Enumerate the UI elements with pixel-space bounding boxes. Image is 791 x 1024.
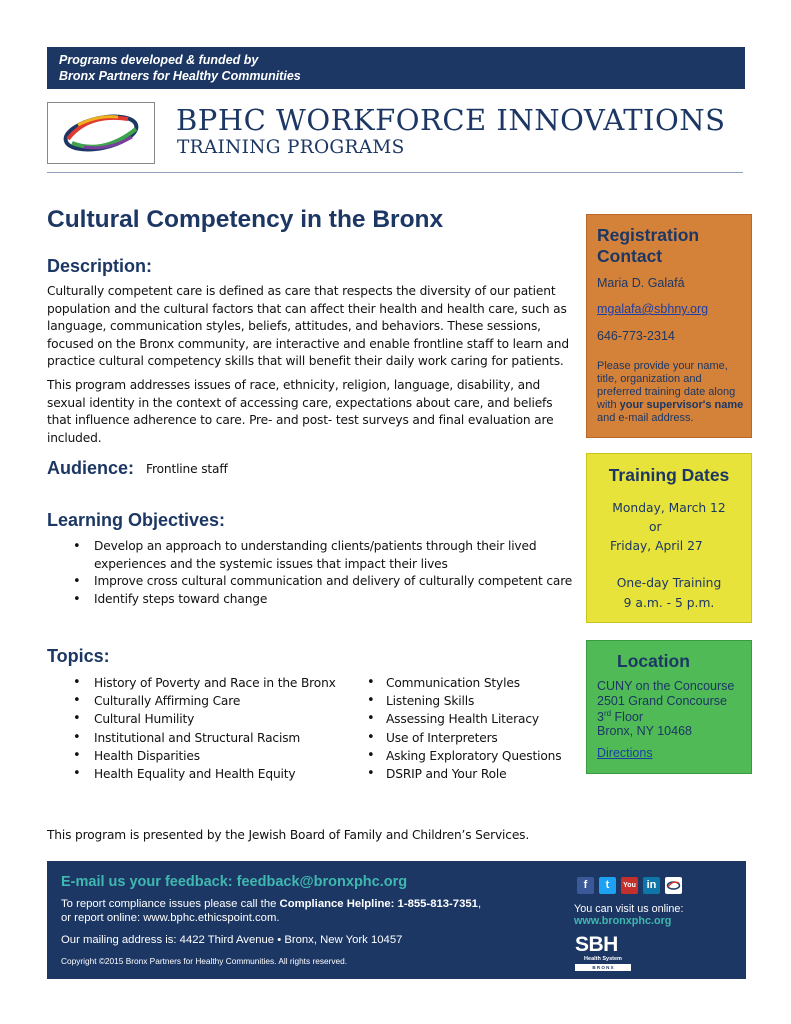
description-paragraph-2: This program addresses issues of race, ethnicity, religion, language, disability, and sexual identity in the context of accessing care, expectations about care, and beliefs that influence adherence to care. Pre- and post- test surveys and final evaluation are included. <box>47 378 554 445</box>
brand-title: BPHC WORKFORCE INNOVATIONS <box>176 103 726 137</box>
registration-note-text: Please provide your name, title, organization and preferred training date along with <box>597 360 736 411</box>
compliance-end: , <box>477 898 482 910</box>
topic-item: • Culturally Affirming Care <box>47 692 367 710</box>
registration-heading-2: Contact <box>597 246 663 266</box>
topic-item: • Assessing Health Literacy <box>367 710 577 728</box>
training-dates-heading: Training Dates <box>608 465 730 485</box>
facebook-icon[interactable]: f <box>577 877 594 894</box>
bphc-swirl-icon <box>48 103 154 163</box>
topic-item: • Listening Skills <box>367 692 577 710</box>
mailing-address: Our mailing address is: 4422 Third Avenue • Bronx, New York 10457 <box>61 934 403 946</box>
sbh-logo-sub: Health System <box>584 956 622 962</box>
audience-value: Frontline staff <box>146 462 228 476</box>
bphc-icon[interactable] <box>665 877 682 894</box>
registration-heading-1: Registration <box>597 225 700 245</box>
topic-item: • Health Equality and Health Equity <box>47 765 367 783</box>
description-paragraph-1: Culturally competent care is defined as care that respects the diversity of our patient population and the cultural factors that can affect their health and health care, such as language, communication styles, beliefs, attitudes, and behaviors. These sessions, focused on the Bronx community, are interactive and enable frontline staff to learn and practice cultural competency skills that will benefit their daily work caring for patients. <box>47 284 569 369</box>
bphc-logo <box>47 102 155 164</box>
location-line-1: CUNY on the Concourse <box>597 679 735 693</box>
topics-list-left <box>47 674 367 783</box>
sbh-logo <box>575 933 635 973</box>
brand-subtitle: TRAINING PROGRAMS <box>177 137 405 158</box>
floor-word: Floor <box>611 710 644 725</box>
topic-item: • Communication Styles <box>367 674 577 692</box>
banner-line-1: Programs developed & funded by <box>59 53 259 67</box>
banner-line-2: Bronx Partners for Healthy Communities <box>59 69 301 83</box>
training-date-1: Monday, March 12 <box>612 501 726 515</box>
contact-name: Maria D. Galafá <box>597 276 685 290</box>
training-dates-box <box>586 453 752 623</box>
sbh-logo-bronx: B R O N X <box>575 964 631 971</box>
presenter-note: This program is presented by the Jewish Board of Family and Children’s Services. <box>47 828 530 842</box>
sbh-logo-text: SBH <box>575 933 618 956</box>
objective-item: • Improve cross cultural communication and delivery of culturally competent care <box>47 573 574 591</box>
topics-list-right <box>367 674 577 783</box>
footer <box>47 861 746 979</box>
training-time: 9 a.m. - 5 p.m. <box>623 596 715 610</box>
topic-item: • Asking Exploratory Questions <box>367 747 577 765</box>
registration-note-bold: your supervisor's name <box>619 399 744 411</box>
registration-note <box>597 360 749 425</box>
compliance-helpline: Compliance Helpline: 1-855-813-7351 <box>279 898 478 910</box>
objectives-heading: Learning Objectives: <box>47 510 226 530</box>
page-title: Cultural Competency in the Bronx <box>47 206 444 233</box>
contact-phone: 646-773-2314 <box>597 329 675 343</box>
topics-heading: Topics: <box>47 646 110 666</box>
location-heading: Location <box>617 651 690 671</box>
floor-number: 3 <box>597 710 604 725</box>
floor-suffix: rd <box>603 709 612 718</box>
audience-heading: Audience: <box>47 458 135 478</box>
topic-item: • DSRIP and Your Role <box>367 765 577 783</box>
copyright: Copyright ©2015 Bronx Partners for Healthy Communities. All rights reserved. <box>61 956 348 966</box>
report-online[interactable]: or report online: www.bphc.ethicspoint.com. <box>61 912 280 924</box>
directions-link[interactable]: Directions <box>597 746 653 760</box>
registration-contact-box <box>586 214 752 438</box>
topic-item: • Institutional and Structural Racism <box>47 729 367 747</box>
registration-note-end: and e-mail address. <box>597 412 694 424</box>
compliance-line <box>61 898 481 910</box>
training-date-or: or <box>649 520 662 534</box>
feedback-email[interactable]: E-mail us your feedback: feedback@bronxphc.org <box>61 874 408 890</box>
top-banner <box>47 47 745 89</box>
linkedin-icon[interactable]: in <box>643 877 660 894</box>
contact-email-link[interactable]: mgalafa@sbhny.org <box>597 302 709 316</box>
location-line-4: Bronx, NY 10468 <box>597 724 692 738</box>
youtube-icon[interactable]: You <box>621 877 638 894</box>
training-date-2: Friday, April 27 <box>610 539 703 553</box>
objective-item: • Develop an approach to understanding clients/patients through their lived experiences and the systemic issues that impact their lives <box>47 538 574 573</box>
website-link[interactable]: www.bronxphc.org <box>574 915 672 927</box>
objective-item: • Identify steps toward change <box>47 591 574 609</box>
header-divider <box>47 172 743 173</box>
twitter-icon[interactable]: t <box>599 877 616 894</box>
description-heading: Description: <box>47 256 153 276</box>
topic-item: • Health Disparities <box>47 747 367 765</box>
topic-item: • Cultural Humility <box>47 710 367 728</box>
objectives-list <box>47 538 574 608</box>
location-floor <box>597 709 643 724</box>
topic-item: • History of Poverty and Race in the Bronx <box>47 674 367 692</box>
location-box <box>586 640 752 774</box>
location-line-2: 2501 Grand Concourse <box>597 694 727 708</box>
compliance-text: To report compliance issues please call the <box>61 898 280 910</box>
topic-item: • Use of Interpreters <box>367 729 577 747</box>
visit-online: You can visit us online: <box>574 903 684 915</box>
training-duration: One-day Training <box>616 576 722 590</box>
